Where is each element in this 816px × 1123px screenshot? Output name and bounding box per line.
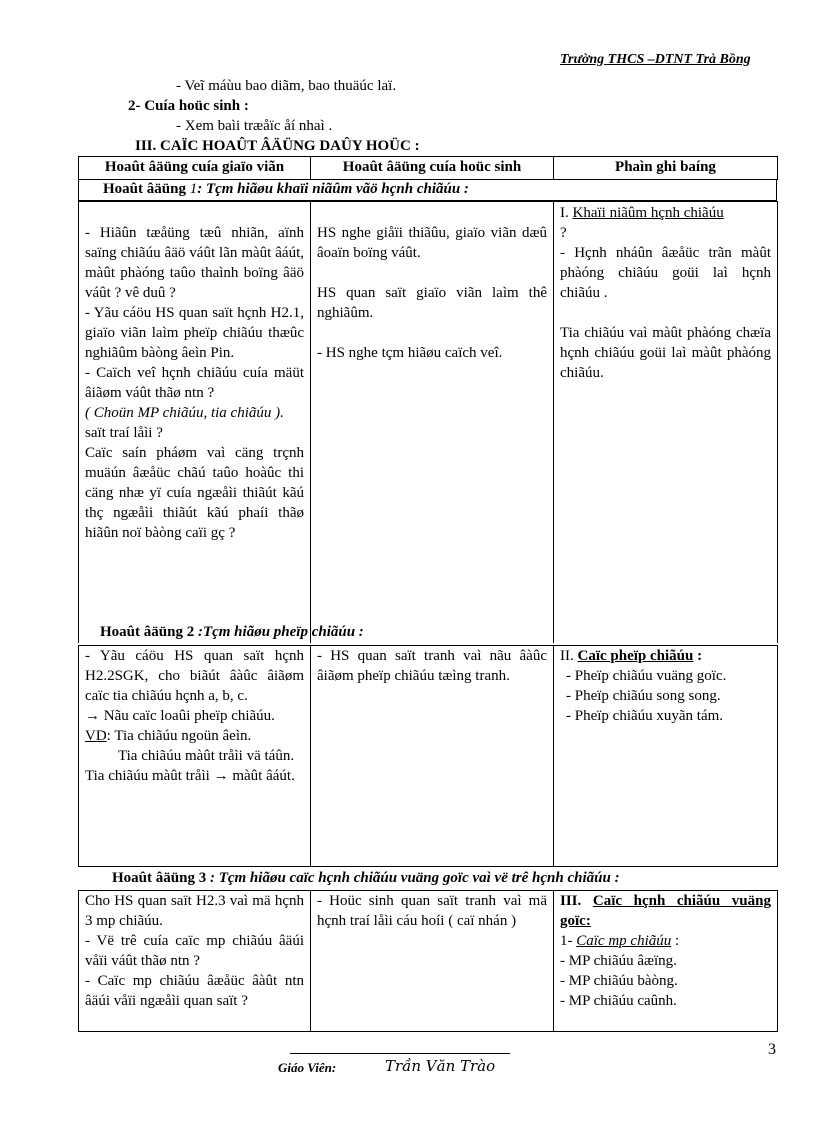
a3-gv-p1: Cho HS quan saït H2.3 vaì mä hçnh 3 mp chiãúu. — [85, 893, 304, 929]
a1-board-p1: - Hçnh nháûn âæåüc trãn màût phàóng chiãúu goüi laì hçnh chiãúu . — [560, 245, 771, 301]
a2-board-item-1: - Pheïp chiãúu vuäng goïc. — [566, 668, 727, 684]
a2-board-title-suffix: : — [693, 648, 703, 664]
activity-3-prefix: Hoaût âäüng 3 — [112, 870, 210, 886]
a2-gv-p3: Tia chiãúu màût tråìi vä táûn. — [118, 748, 295, 764]
a2-gv-p1: - Yãu cáöu HS quan saït hçnh H2.2SGK, cho biãút âàûc âiãøm caïc tia chiãúu hçnh a, b, c. — [85, 648, 304, 704]
a1-hs-p1: HS nghe giåïi thiãûu, giaïo viãn dæû âoaïn boïng váût. — [317, 225, 547, 261]
a1-gv-p4: ( Choün MP chiãúu, tia chiãúu ). — [85, 405, 284, 421]
a3-board-title-text: Caïc hçnh chiãúu vuäng goïc: — [560, 893, 771, 929]
a2-gv-vd — [85, 726, 304, 746]
activity-1-teacher-cell — [79, 202, 311, 644]
a1-board-title — [560, 203, 771, 223]
a3-hs-p1: - Hoüc sinh quan saït tranh vaì mä hçnh traí låìi cáu hoíi ( caï nhán ) — [317, 893, 547, 929]
a2-board-title-text: Caïc pheïp chiãúu — [577, 648, 694, 664]
a3-board-sub-suffix: : — [671, 933, 680, 949]
a2-board-title-prefix: II. — [560, 648, 578, 664]
activity-2-title: :Tçm hiãøu pheïp chiãúu : — [197, 624, 364, 640]
activity-2-table — [78, 645, 778, 867]
a1-board-p2: Tia chiãúu vaì màût phàóng chæïa hçnh chiãúu goüi laì màût phàóng chiãúu. — [560, 325, 771, 381]
col-header-student: Hoaût âäüng cuía hoüc sinh — [311, 157, 554, 180]
a3-board-sub-text: Caïc mp chiãúu — [576, 933, 672, 949]
activity-1-student-cell — [311, 202, 554, 644]
activity-3-title: : Tçm hiãøu caïc hçnh chiãúu vuäng goïc vaì vë trê hçnh chiãúu : — [209, 870, 620, 886]
a2-gv-p4: Tia chiãúu màût tråìi → màût âáút. — [85, 768, 295, 784]
a2-gv-p2: → Nãu caïc loaûi pheïp chiãúu. — [85, 708, 275, 724]
a2-gv-vd-text: : Tia chiãúu ngoün âeìn. — [106, 728, 252, 744]
a3-board-sub — [560, 931, 771, 951]
a2-board-item-2: - Pheïp chiãúu song song. — [566, 688, 721, 704]
activity-2-student-cell — [311, 646, 554, 867]
activity-2-teacher-cell — [79, 646, 311, 867]
teacher-label: Giáo Viên: — [278, 1060, 337, 1075]
page-number: 3 — [768, 1041, 776, 1058]
a1-gv-p3: - Caïch veî hçnh chiãúu cuía mäüt âiãøm váût thãø ntn ? — [85, 365, 304, 401]
a3-board-sub-prefix: 1- — [560, 933, 577, 949]
a2-hs-p1: - HS quan saït tranh vaì nãu âàûc âiãøm pheïp chiãúu tæìng tranh. — [317, 648, 547, 684]
school-header: Trường THCS –DTNT Trà Bồng — [560, 52, 751, 67]
a3-board-item-1: - MP chiãúu âæïng. — [560, 953, 677, 969]
a3-gv-p2: - Vë trê cuía caïc mp chiãúu âäúi våïi váût thãø ntn ? — [85, 933, 304, 969]
col-header-teacher: Hoaût âäüng cuía giaïo viãn — [79, 157, 311, 180]
activity-3-student-cell — [311, 891, 554, 1032]
activity-1-header — [78, 179, 777, 201]
a2-board-title — [560, 646, 771, 666]
a3-board-title — [560, 891, 771, 931]
intro-line-1: - Veĩ máùu bao diãm, bao thuäúc laï. — [176, 78, 397, 94]
activity-2-prefix: Hoaût âäüng 2 — [100, 624, 198, 640]
a2-board-item-3: - Pheïp chiãúu xuyãn tám. — [566, 708, 724, 724]
activity-1-table — [78, 201, 778, 643]
activity-2-board-cell — [554, 646, 778, 867]
a3-board-title-prefix: III. — [560, 893, 593, 909]
activity-3-header — [78, 868, 810, 888]
a2-gv-vd-label: VD — [85, 728, 107, 744]
a1-hs-p3: - HS nghe tçm hiãøu caïch veî. — [317, 345, 503, 361]
a1-board-title-q: ? — [560, 225, 567, 241]
col-header-board: Phaìn ghi baíng — [554, 157, 778, 180]
activity-3-table — [78, 890, 778, 1032]
activity-3-board-cell — [554, 891, 778, 1032]
a1-board-title-text: Khaïi niãûm hçnh chiãúu — [572, 205, 724, 221]
table-header — [78, 156, 778, 180]
a1-gv-p2: - Yãu cáöu HS quan saït hçnh H2.1, giaïo viãn laìm pheïp chiãúu thæûc nghiãûm bàòng âeìn Pin. — [85, 305, 304, 361]
intro-line-3: - Xem baìi træåïc åí nhaì . — [176, 118, 333, 134]
activity-1-number: 1 — [189, 181, 198, 197]
a1-gv-p6: Caïc saín pháøm vaì cäng trçnh muäún âæåüc chãú taûo hoàûc thi cäng nhæ yï cuía ngæåìi thiãút kãú thç ngæåìi thiãút kãú phaíi thãø hiãûn noï bàòng caïi gç ? — [85, 445, 304, 541]
a1-gv-p5: saït traí låìi ? — [85, 425, 163, 441]
teacher-name: Trần Văn Trào — [385, 1057, 496, 1075]
a3-gv-p3: - Caïc mp chiãúu âæåüc âàût ntn âäúi våïi ngæåìi quan saït ? — [85, 973, 304, 1009]
activity-1-board-cell — [554, 202, 778, 644]
a3-board-item-3: - MP chiãúu caûnh. — [560, 993, 677, 1009]
a3-board-item-2: - MP chiãúu bàòng. — [560, 973, 678, 989]
intro-line-2: 2- Cuía hoüc sinh : — [128, 98, 249, 114]
activity-1-title: : Tçm hiãøu khaïi niãûm vãö hçnh chiãúu : — [197, 181, 469, 197]
footer-divider — [290, 1053, 510, 1054]
a1-gv-p1: - Hiãûn tæåüng tæû nhiãn, aïnh saïng chiãúu âäö váût lãn màût âáút, màût phàóng taûo thaình boïng âäö váût ? vê duû ? — [85, 225, 304, 301]
a1-hs-p2: HS quan saït giaïo viãn laìm thê nghiãûm. — [317, 285, 547, 321]
activity-3-teacher-cell — [79, 891, 311, 1032]
activity-1-prefix: Hoaût âäüng — [103, 181, 190, 197]
a1-board-title-prefix: I. — [560, 205, 573, 221]
activity-2-header — [78, 622, 798, 642]
section-heading: III. CAÏC HOAÛT ÂÄÜNG DAÛY HOÜC : — [135, 138, 420, 154]
